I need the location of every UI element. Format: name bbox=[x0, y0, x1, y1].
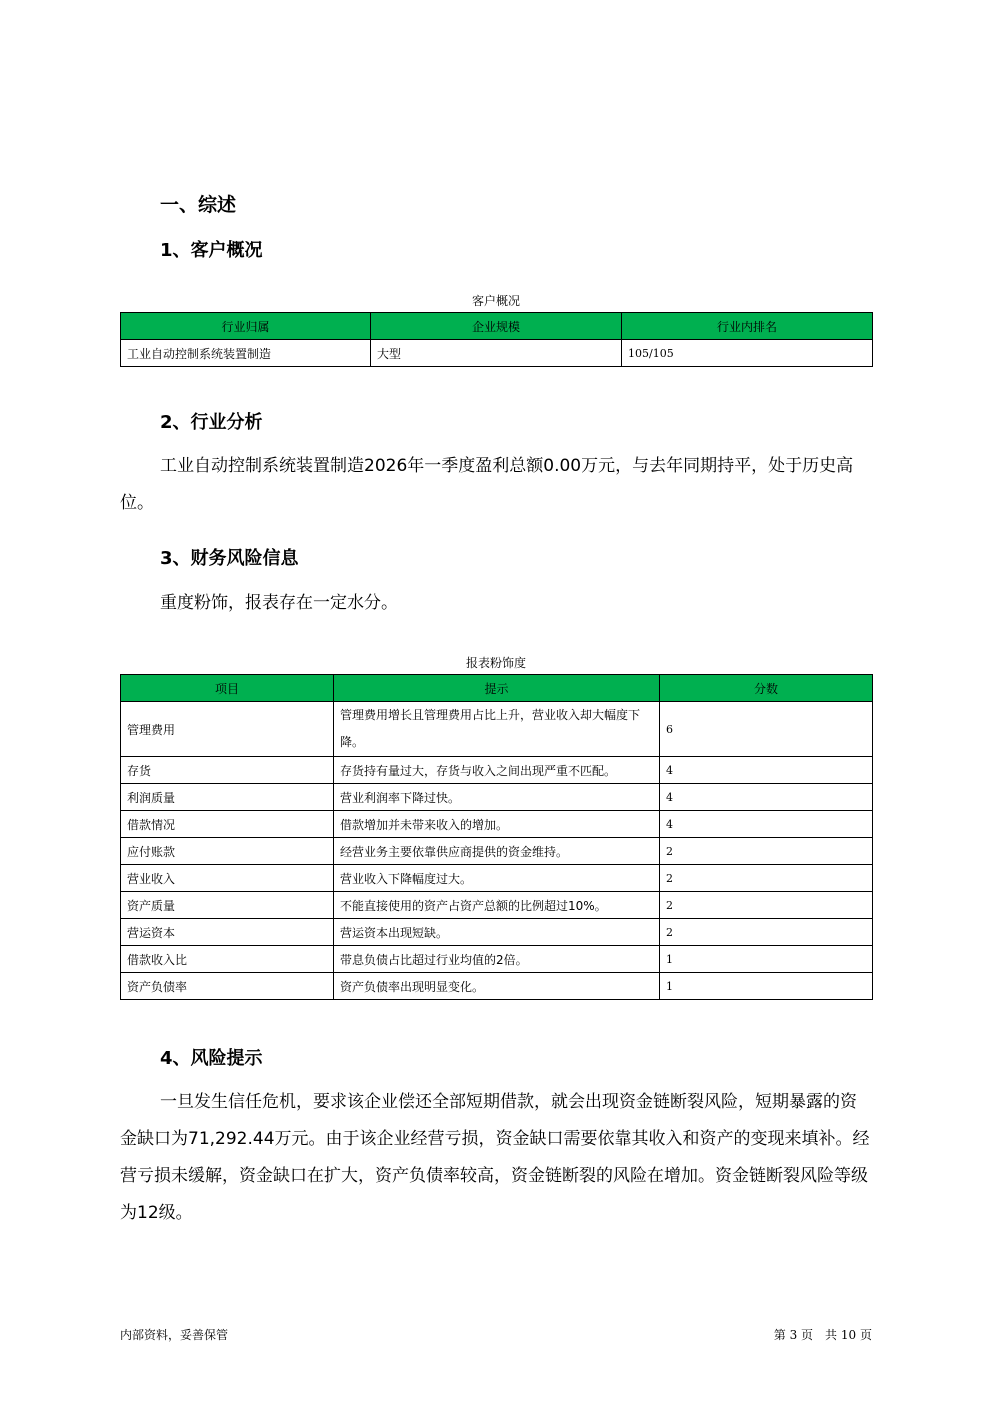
item-cell: 利润质量 bbox=[121, 784, 334, 811]
embellish-table-caption: 报表粉饰度 bbox=[465, 656, 526, 670]
table-row bbox=[121, 892, 873, 919]
hint-cell: 资产负债率出现明显变化。 bbox=[334, 973, 660, 1000]
item-cell: 借款收入比 bbox=[121, 946, 334, 973]
table-row bbox=[121, 811, 873, 838]
item-cell: 管理费用 bbox=[121, 702, 334, 757]
rank-cell: 105/105 bbox=[622, 340, 873, 367]
risk-info-paragraph: 重度粉饰，报表存在一定水分。 bbox=[160, 593, 398, 613]
score-cell: 2 bbox=[660, 919, 873, 946]
hint-cell: 带息负债占比超过行业均值的2倍。 bbox=[334, 946, 660, 973]
score-cell: 2 bbox=[660, 865, 873, 892]
table-row bbox=[121, 865, 873, 892]
hint-cell: 营业收入下降幅度过大。 bbox=[334, 865, 660, 892]
table-row bbox=[121, 702, 873, 757]
score-cell: 2 bbox=[660, 892, 873, 919]
item-cell: 存货 bbox=[121, 757, 334, 784]
page-suffix: 页 bbox=[859, 1328, 872, 1342]
table-header-cell: 行业归属 bbox=[121, 313, 371, 340]
industry-paragraph: 工业自动控制系统装置制造2026年一季度盈利总额0.00万元，与去年同期持平，处于历史高位。 bbox=[120, 456, 854, 513]
item-cell: 借款情况 bbox=[121, 811, 334, 838]
item-cell: 营运资本 bbox=[121, 919, 334, 946]
hint-cell: 营业利润率下降过快。 bbox=[334, 784, 660, 811]
table-row bbox=[121, 838, 873, 865]
embellish-table bbox=[120, 674, 873, 1000]
page-mid: 页 共 bbox=[801, 1328, 838, 1342]
section-title-risk-warning: 4、风险提示 bbox=[160, 1048, 263, 1069]
page-current: 3 bbox=[789, 1328, 798, 1342]
item-cell: 资产质量 bbox=[121, 892, 334, 919]
score-cell: 4 bbox=[660, 811, 873, 838]
customer-table-caption: 客户概况 bbox=[471, 294, 520, 308]
score-cell: 4 bbox=[660, 757, 873, 784]
table-header-cell: 分数 bbox=[660, 675, 873, 702]
item-cell: 资产负债率 bbox=[121, 973, 334, 1000]
hint-cell: 管理费用增长且管理费用占比上升，营业收入却大幅度下降。 bbox=[334, 702, 660, 757]
score-cell: 1 bbox=[660, 973, 873, 1000]
page-prefix: 第 bbox=[773, 1328, 786, 1342]
embellish-table-header bbox=[121, 675, 873, 702]
section-title-financial-risk: 3、财务风险信息 bbox=[160, 548, 299, 569]
table-row bbox=[121, 757, 873, 784]
footer-page-number bbox=[774, 1326, 872, 1343]
score-cell: 1 bbox=[660, 946, 873, 973]
risk-paragraph: 一旦发生信任危机，要求该企业偿还全部短期借款，就会出现资金链断裂风险，短期暴露的资金缺口为71,292.44万元。由于该企业经营亏损，资金缺口需要依靠其收入和资产的变现来填补。经营亏损未缓解，资金缺口在扩大，资产负债率较高，资金链断裂的风险在增加。资金链断裂风险等级为12级。 bbox=[120, 1092, 870, 1223]
hint-cell: 不能直接使用的资产占资产总额的比例超过10%。 bbox=[334, 892, 660, 919]
hint-cell: 借款增加并未带来收入的增加。 bbox=[334, 811, 660, 838]
item-cell: 营业收入 bbox=[121, 865, 334, 892]
score-cell: 2 bbox=[660, 838, 873, 865]
footer-confidential-note: 内部资料，妥善保管 bbox=[120, 1328, 229, 1342]
page-total: 10 bbox=[840, 1328, 857, 1342]
table-row bbox=[121, 973, 873, 1000]
hint-cell: 存货持有量过大，存货与收入之间出现严重不匹配。 bbox=[334, 757, 660, 784]
scale-cell: 大型 bbox=[371, 340, 622, 367]
table-header-cell: 企业规模 bbox=[371, 313, 622, 340]
section-title-customer: 1、客户概况 bbox=[160, 240, 263, 261]
item-cell: 应付账款 bbox=[121, 838, 334, 865]
table-header-cell: 项目 bbox=[121, 675, 334, 702]
section-title-overview: 一、综述 bbox=[160, 194, 237, 216]
table-row bbox=[121, 946, 873, 973]
hint-cell: 经营业务主要依靠供应商提供的资金维持。 bbox=[334, 838, 660, 865]
score-cell: 4 bbox=[660, 784, 873, 811]
table-header-cell: 提示 bbox=[334, 675, 660, 702]
score-cell: 6 bbox=[660, 702, 873, 757]
industry-cell: 工业自动控制系统装置制造 bbox=[121, 340, 371, 367]
table-row bbox=[121, 919, 873, 946]
hint-cell: 营运资本出现短缺。 bbox=[334, 919, 660, 946]
table-row bbox=[121, 340, 873, 367]
section-title-industry: 2、行业分析 bbox=[160, 412, 263, 433]
customer-table bbox=[120, 312, 873, 367]
customer-table-header bbox=[121, 313, 873, 340]
table-header-cell: 行业内排名 bbox=[622, 313, 873, 340]
table-row bbox=[121, 784, 873, 811]
